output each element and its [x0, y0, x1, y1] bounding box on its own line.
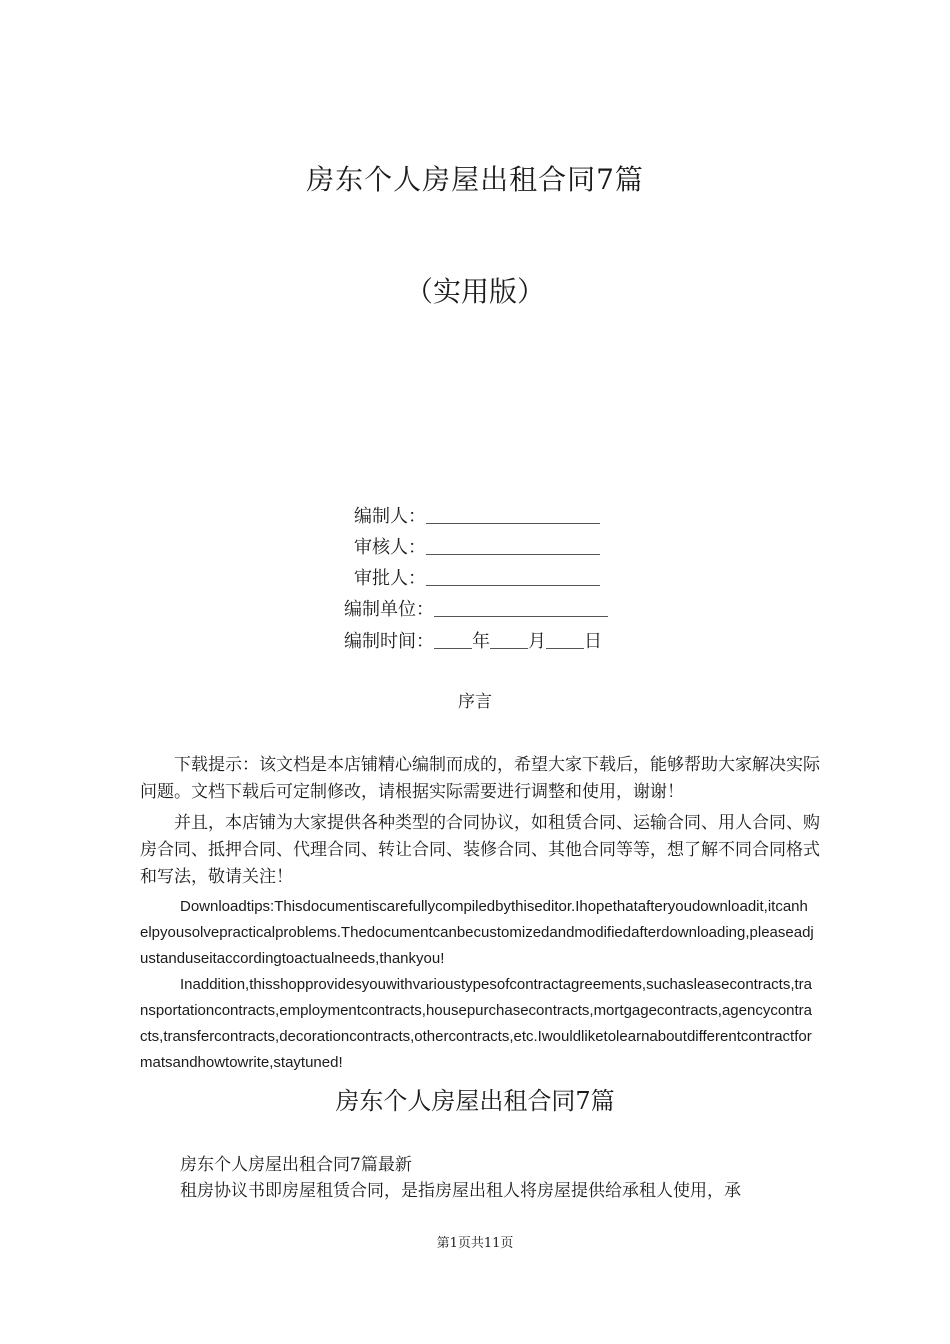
- day-label: 日: [584, 631, 602, 652]
- section-title: 房东个人房屋出租合同7篇: [335, 1087, 615, 1115]
- preface-paragraph-contract-types: 并且，本店铺为大家提供各种类型的合同协议，如租赁合同、运输合同、用人合同、购房合同、抵押合同、代理合同、转让合同、装修合同、其他合同等等，想了解不同合同格式和写法，敬请关注！: [140, 813, 820, 887]
- unit-label: 编制单位：: [344, 599, 434, 620]
- time-label: 编制时间：: [344, 631, 434, 652]
- document-subtitle: （实用版）: [404, 275, 545, 308]
- compiler-label: 编制人：: [354, 506, 426, 527]
- year-label: 年: [472, 631, 490, 652]
- unit-row: [344, 597, 608, 623]
- day-blank-line: [546, 630, 584, 649]
- body-line-text: 租房协议书即房屋租赁合同，是指房屋出租人将房屋提供给承租人使用，承: [180, 1181, 741, 1201]
- preface-paragraph-english-tips: Downloadtips:Thisdocumentiscarefullycompiledbythiseditor.Ihopethatafteryoudownloadit,itcanhelpyousolvepracticalproblems.Thedocumentcanbecustomizedandmodifiedafterdownloading,pleaseadjustanduseitaccordingtoactualneeds,thankyou!: [140, 898, 814, 967]
- page-number-footer: 第1页共11页: [436, 1236, 514, 1251]
- reviewer-blank-line: [426, 536, 600, 555]
- preface-paragraph-download-tip: 下载提示：该文档是本店铺精心编制而成的，希望大家下载后，能够帮助大家解决实际问题。文档下载后可定制修改，请根据实际需要进行调整和使用，谢谢！: [140, 755, 820, 802]
- preface-heading: 序言: [458, 692, 492, 712]
- body-line-heading: 房东个人房屋出租合同7篇最新: [180, 1155, 412, 1175]
- document-title: 房东个人房屋出租合同7篇: [306, 163, 644, 196]
- month-blank-line: [490, 630, 528, 649]
- approver-row: [354, 566, 600, 592]
- compiler-blank-line: [426, 505, 600, 524]
- month-label: 月: [528, 631, 546, 652]
- preface-paragraph-english-contracts: Inaddition,thisshopprovidesyouwithvarioustypesofcontractagreements,suchasleasecontracts,transportationcontracts,employmentcontracts,housepurchasecontracts,mortgagecontracts,agencycontracts,transfercontracts,decorationcontracts,othercontracts,etc.Iwouldliketolearnaboutdifferentcontractformatsandhowtowrite,staytuned!: [140, 976, 813, 1071]
- year-blank-line: [434, 630, 472, 649]
- time-row: [344, 629, 602, 655]
- compiler-row: [354, 504, 600, 530]
- reviewer-label: 审核人：: [354, 537, 426, 558]
- reviewer-row: [354, 535, 600, 561]
- unit-blank-line: [434, 598, 608, 617]
- approver-label: 审批人：: [354, 568, 426, 589]
- approver-blank-line: [426, 567, 600, 586]
